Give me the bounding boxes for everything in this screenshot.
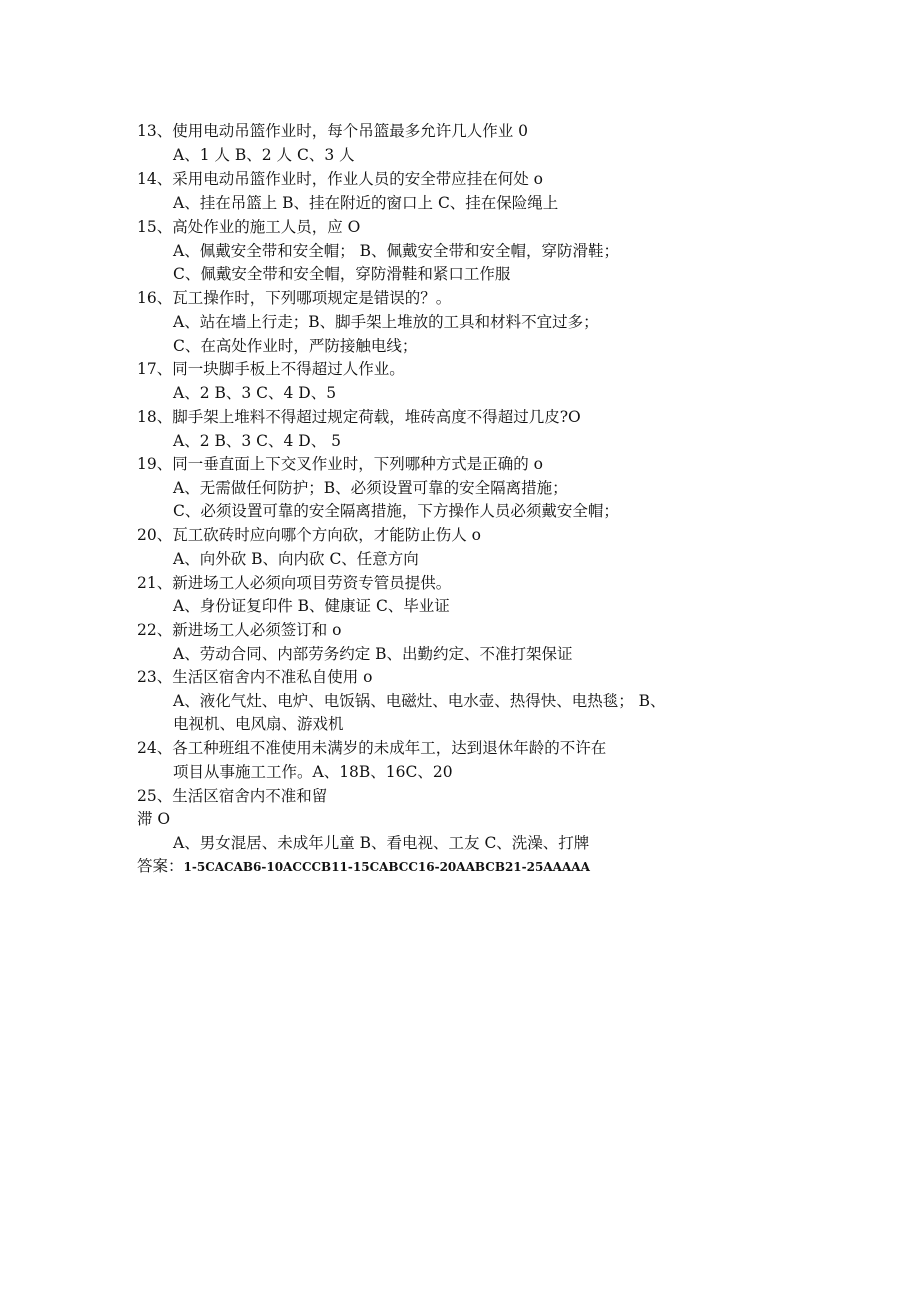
answer-key: 1-5CACAB6-10ACCCB11-15CABCC16-20AABCB21-25AAAAA [183,860,590,874]
question-13: 13、使用电动吊篮作业时，每个吊篮最多允许几人作业 0 [137,122,529,140]
question-24a: 24、各工种班组不准使用未满岁的未成年工，达到退休年龄的不许在 [137,739,607,757]
options-19a: A、无需做任何防护；B、必须设置可靠的安全隔离措施； [173,479,568,497]
answer-label: 答案： [137,857,184,875]
question-17: 17、同一块脚手板上不得超过人作业。 [137,360,405,378]
options-23b: 电视机、电风扇、游戏机 [173,715,344,733]
question-19: 19、同一垂直面上下交叉作业时，下列哪种方式是正确的 o [137,455,543,473]
question-15: 15、高处作业的施工人员，应 O [137,218,361,236]
options-18: A、2 B、3 C、4 D、 5 [173,432,342,450]
options-15a: A、佩戴安全带和安全帽； B、佩戴安全带和安全帽，穿防滑鞋； [173,242,620,260]
options-23a: A、液化气灶、电炉、电饭锅、电磁灶、电水壶、热得快、电热毯； B、 [173,692,666,710]
options-13: A、1 人 B、2 人 C、3 人 [173,146,355,164]
options-17: A、2 B、3 C、4 D、5 [173,384,337,402]
options-21: A、身份证复印件 B、健康证 C、毕业证 [173,597,450,615]
options-15b: C、佩戴安全带和安全帽，穿防滑鞋和紧口工作服 [173,265,511,283]
options-22: A、劳动合同、内部劳务约定 B、出勤约定、不准打架保证 [173,645,573,663]
options-19b: C、必须设置可靠的安全隔离措施，下方操作人员必须戴安全帽； [173,502,619,520]
question-25-cont: 滞 O [137,810,171,828]
options-16b: C、在高处作业时，严防接触电线； [173,337,418,355]
options-14: A、挂在吊篮上 B、挂在附近的窗口上 C、挂在保险绳上 [173,194,559,212]
question-20: 20、瓦工砍砖时应向哪个方向砍，才能防止伤人 o [137,526,481,544]
question-16: 16、瓦工操作时，下列哪项规定是错误的？。 [137,289,452,307]
options-16a: A、站在墙上行走；B、脚手架上堆放的工具和材料不宜过多； [173,313,599,331]
options-25: A、男女混居、未成年儿童 B、看电视、工友 C、洗澡、打牌 [173,834,590,852]
question-25: 25、生活区宿舍内不准和留 [137,787,328,805]
question-21: 21、新进场工人必须向项目劳资专管员提供。 [137,574,452,592]
question-14: 14、采用电动吊篮作业时，作业人员的安全带应挂在何处 o [137,170,543,188]
question-24b: 项目从事施工工作。A、18B、16C、20 [173,763,453,781]
question-22: 22、新进场工人必须签订和 o [137,621,342,639]
options-20: A、向外砍 B、向内砍 C、任意方向 [173,550,419,568]
question-18: 18、脚手架上堆料不得超过规定荷载，堆砖高度不得超过几皮?O [137,408,581,426]
answer-key-line [137,855,590,877]
question-23: 23、生活区宿舍内不准私自使用 o [137,668,373,686]
